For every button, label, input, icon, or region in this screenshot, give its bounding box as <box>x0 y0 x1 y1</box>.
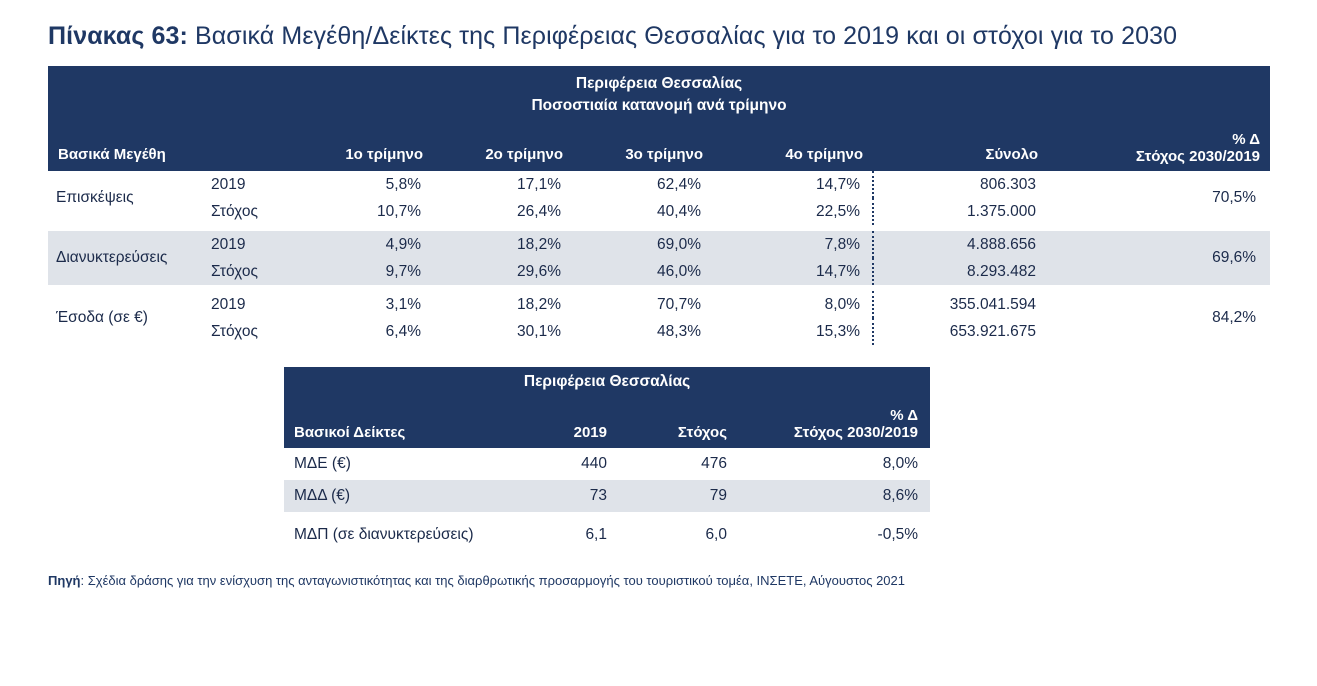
col-header-q4: 4ο τρίμηνο <box>713 121 873 171</box>
indicator-2019: 6,1 <box>494 512 619 558</box>
sub-table-header-title-row <box>284 367 930 397</box>
cell-delta: 69,6% <box>1048 231 1270 285</box>
cell-q3: 62,4% <box>573 171 713 198</box>
table-row <box>284 512 930 558</box>
col-header-delta-line1: % Δ <box>890 407 919 424</box>
col-header-delta-line2: Στόχος 2030/2019 <box>793 424 919 441</box>
col-header-2019: 2019 <box>494 397 619 448</box>
main-table-header-line2: Ποσοστιαία κατανομή ανά τρίμηνο <box>48 95 1270 121</box>
cell-q3: 48,3% <box>573 318 713 345</box>
col-header-delta-line1: % Δ <box>1232 131 1261 148</box>
cell-delta: 84,2% <box>1048 291 1270 345</box>
indicator-2019: 440 <box>494 448 619 480</box>
indicator-label: ΜΔΠ (σε διανυκτερεύσεις) <box>284 512 494 558</box>
col-header-q3: 3ο τρίμηνο <box>573 121 713 171</box>
cell-total: 355.041.594 <box>873 291 1048 318</box>
cell-q1: 6,4% <box>293 318 433 345</box>
table-row <box>48 171 1270 198</box>
sub-table-wrapper <box>48 367 1269 558</box>
cell-q4: 22,5% <box>713 198 873 225</box>
cell-q2: 18,2% <box>433 231 573 258</box>
table-row <box>284 480 930 512</box>
cell-q3: 46,0% <box>573 258 713 285</box>
cell-q2: 26,4% <box>433 198 573 225</box>
cell-q1: 5,8% <box>293 171 433 198</box>
col-header-delta-line2: Στόχος 2030/2019 <box>1135 148 1261 165</box>
col-header-indicators: Βασικοί Δείκτες <box>284 397 494 448</box>
table-number-label: Πίνακας 63: <box>48 22 188 50</box>
cell-q2: 30,1% <box>433 318 573 345</box>
indicator-label: ΜΔΔ (€) <box>284 480 494 512</box>
cell-q2: 29,6% <box>433 258 573 285</box>
cell-q1: 3,1% <box>293 291 433 318</box>
table-row <box>284 448 930 480</box>
row-label-revenue: Έσοδα (σε €) <box>48 291 203 345</box>
cell-total: 8.293.482 <box>873 258 1048 285</box>
cell-q4: 8,0% <box>713 291 873 318</box>
cell-q1: 10,7% <box>293 198 433 225</box>
cell-q4: 14,7% <box>713 258 873 285</box>
page-title <box>48 16 1269 56</box>
indicator-delta: 8,0% <box>739 448 930 480</box>
cell-total: 806.303 <box>873 171 1048 198</box>
cell-q3: 40,4% <box>573 198 713 225</box>
row-year-target: Στόχος <box>203 318 293 345</box>
row-year-target: Στόχος <box>203 258 293 285</box>
indicator-delta: -0,5% <box>739 512 930 558</box>
col-header-total: Σύνολο <box>873 121 1048 171</box>
source-note <box>48 572 1269 590</box>
source-text: : Σχέδια δράσης για την ενίσχυση της ανταγωνιστικότητας και της διαρθρωτικής προσαρμογής του τουριστικού τομέα, ΙΝΣΕΤΕ, Αύγουστος 2021 <box>80 573 905 588</box>
cell-q3: 69,0% <box>573 231 713 258</box>
indicator-2019: 73 <box>494 480 619 512</box>
table-title-text: Βασικά Μεγέθη/Δείκτες της Περιφέρειας Θεσσαλίας για το 2019 και οι στόχοι για το 2030 <box>187 22 1178 50</box>
indicator-target: 476 <box>619 448 739 480</box>
cell-q2: 17,1% <box>433 171 573 198</box>
main-table-column-header-row <box>48 121 1270 171</box>
cell-total: 1.375.000 <box>873 198 1048 225</box>
indicator-label: ΜΔΕ (€) <box>284 448 494 480</box>
col-header-basic-figures: Βασικά Μεγέθη <box>48 121 203 171</box>
table-row <box>48 291 1270 318</box>
indicators-table <box>284 367 930 558</box>
cell-q2: 18,2% <box>433 291 573 318</box>
col-header-delta <box>1048 121 1270 171</box>
main-table-header-title-row-2 <box>48 95 1270 121</box>
main-table-header-line1: Περιφέρεια Θεσσαλίας <box>48 66 1270 95</box>
row-year-target: Στόχος <box>203 198 293 225</box>
row-year-2019: 2019 <box>203 291 293 318</box>
col-header-year <box>203 121 293 171</box>
indicator-target: 6,0 <box>619 512 739 558</box>
row-label-visits: Επισκέψεις <box>48 171 203 225</box>
cell-q3: 70,7% <box>573 291 713 318</box>
main-data-table <box>48 66 1270 345</box>
indicator-delta: 8,6% <box>739 480 930 512</box>
source-label: Πηγή <box>48 573 81 588</box>
col-header-delta <box>739 397 930 448</box>
row-year-2019: 2019 <box>203 231 293 258</box>
row-year-2019: 2019 <box>203 171 293 198</box>
cell-q4: 7,8% <box>713 231 873 258</box>
cell-q4: 14,7% <box>713 171 873 198</box>
cell-q4: 15,3% <box>713 318 873 345</box>
indicator-target: 79 <box>619 480 739 512</box>
col-header-q2: 2ο τρίμηνο <box>433 121 573 171</box>
main-table-header-title-row-1 <box>48 66 1270 95</box>
sub-table-header-title: Περιφέρεια Θεσσαλίας <box>284 367 930 397</box>
cell-total: 4.888.656 <box>873 231 1048 258</box>
sub-table-column-header-row <box>284 397 930 448</box>
row-label-overnights: Διανυκτερεύσεις <box>48 231 203 285</box>
cell-q1: 9,7% <box>293 258 433 285</box>
col-header-q1: 1ο τρίμηνο <box>293 121 433 171</box>
table-row <box>48 231 1270 258</box>
cell-delta: 70,5% <box>1048 171 1270 225</box>
cell-total: 653.921.675 <box>873 318 1048 345</box>
cell-q1: 4,9% <box>293 231 433 258</box>
col-header-target: Στόχος <box>619 397 739 448</box>
